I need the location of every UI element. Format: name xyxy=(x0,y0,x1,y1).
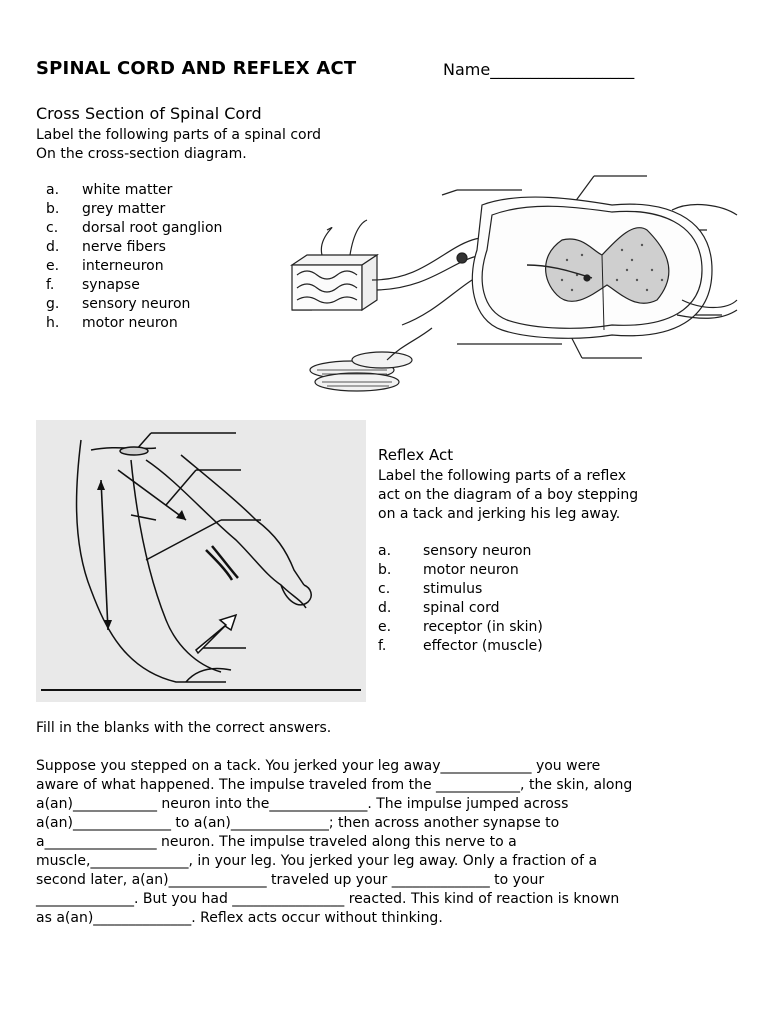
instruction-line: Label the following parts of a spinal cord xyxy=(36,127,321,143)
label-leader-line xyxy=(442,190,457,195)
paragraph-line: Suppose you stepped on a tack. You jerked your leg away_____________ you were xyxy=(36,758,601,774)
item-text: effector (muscle) xyxy=(423,638,543,654)
list-item xyxy=(378,637,543,656)
instruction-line: Label the following parts of a reflex xyxy=(378,468,626,484)
list-item xyxy=(46,314,222,333)
item-text: spinal cord xyxy=(423,600,500,616)
spinal-cord-mark xyxy=(120,447,148,455)
muscle-bundle xyxy=(310,328,432,391)
instruction-line: on a tack and jerking his leg away. xyxy=(378,506,621,522)
name-field: Name__________________ xyxy=(443,60,635,79)
item-text: receptor (in skin) xyxy=(423,619,543,635)
item-text: nerve fibers xyxy=(82,239,166,255)
item-letter: f. xyxy=(378,638,387,654)
paragraph-line: muscle,______________, in your leg. You jerked your leg away. Only a fraction of a xyxy=(36,853,598,869)
reflex-act-heading: Reflex Act xyxy=(378,446,454,464)
item-text: sensory neuron xyxy=(82,296,191,312)
list-item xyxy=(46,181,222,200)
paragraph-line: second later, a(an)______________ traveled up your ______________ to your xyxy=(36,872,545,888)
list-item xyxy=(378,561,543,580)
item-text: sensory neuron xyxy=(423,543,532,559)
fill-in-paragraph xyxy=(36,757,736,928)
paragraph-line: a(an)______________ to a(an)______________; then across another synapse to xyxy=(36,815,560,831)
item-letter: b. xyxy=(46,201,60,217)
list-item xyxy=(378,599,543,618)
worksheet-title: SPINAL CORD AND REFLEX ACT xyxy=(36,58,357,79)
item-letter: f. xyxy=(46,277,55,293)
paragraph-line: a________________ neuron. The impulse traveled along this nerve to a xyxy=(36,834,517,850)
item-letter: d. xyxy=(46,239,60,255)
spinal-cord-diagram xyxy=(282,160,742,415)
item-text: dorsal root ganglion xyxy=(82,220,223,236)
dorsal-root-ganglion xyxy=(457,253,467,263)
item-text: synapse xyxy=(82,277,140,293)
paragraph-line: aware of what happened. The impulse traveled from the ____________, the skin, along xyxy=(36,777,633,793)
list-item xyxy=(46,238,222,257)
fill-in-instruction: Fill in the blanks with the correct answers. xyxy=(36,720,332,736)
list-item xyxy=(378,618,543,637)
item-letter: c. xyxy=(46,220,59,236)
item-text: motor neuron xyxy=(423,562,519,578)
paragraph-line: a(an)____________ neuron into the______________. The impulse jumped across xyxy=(36,796,569,812)
paragraph-line: as a(an)______________. Reflex acts occur without thinking. xyxy=(36,910,443,926)
instruction-line: On the cross-section diagram. xyxy=(36,146,247,162)
list-item xyxy=(378,542,543,561)
item-letter: h. xyxy=(46,315,60,331)
item-letter: d. xyxy=(378,600,392,616)
item-text: grey matter xyxy=(82,201,166,217)
list-item xyxy=(46,219,222,238)
list-item xyxy=(46,257,222,276)
item-letter: e. xyxy=(378,619,392,635)
list-item xyxy=(378,580,543,599)
item-text: interneuron xyxy=(82,258,164,274)
synapse xyxy=(584,275,590,281)
item-letter: a. xyxy=(46,182,60,198)
item-letter: b. xyxy=(378,562,392,578)
paragraph-line: ______________. But you had ________________ reacted. This kind of reaction is known xyxy=(36,891,620,907)
item-letter: c. xyxy=(378,581,391,597)
item-text: stimulus xyxy=(423,581,483,597)
list-item xyxy=(46,276,222,295)
list-item xyxy=(46,295,222,314)
label-leader-line xyxy=(350,220,367,255)
item-text: motor neuron xyxy=(82,315,178,331)
item-letter: g. xyxy=(46,296,60,312)
item-letter: e. xyxy=(46,258,60,274)
item-text: white matter xyxy=(82,182,173,198)
cross-section-instructions xyxy=(36,126,376,164)
item-letter: a. xyxy=(378,543,392,559)
spinal-cord-label-list xyxy=(46,181,222,333)
reflex-leg-diagram xyxy=(36,420,366,702)
cross-section-heading: Cross Section of Spinal Cord xyxy=(36,104,262,123)
instruction-line: act on the diagram of a boy stepping xyxy=(378,487,639,503)
skin-block xyxy=(292,255,377,310)
label-leader-line xyxy=(321,228,332,255)
reflex-label-list xyxy=(378,542,543,656)
reflex-act-instructions xyxy=(378,467,638,524)
list-item xyxy=(46,200,222,219)
